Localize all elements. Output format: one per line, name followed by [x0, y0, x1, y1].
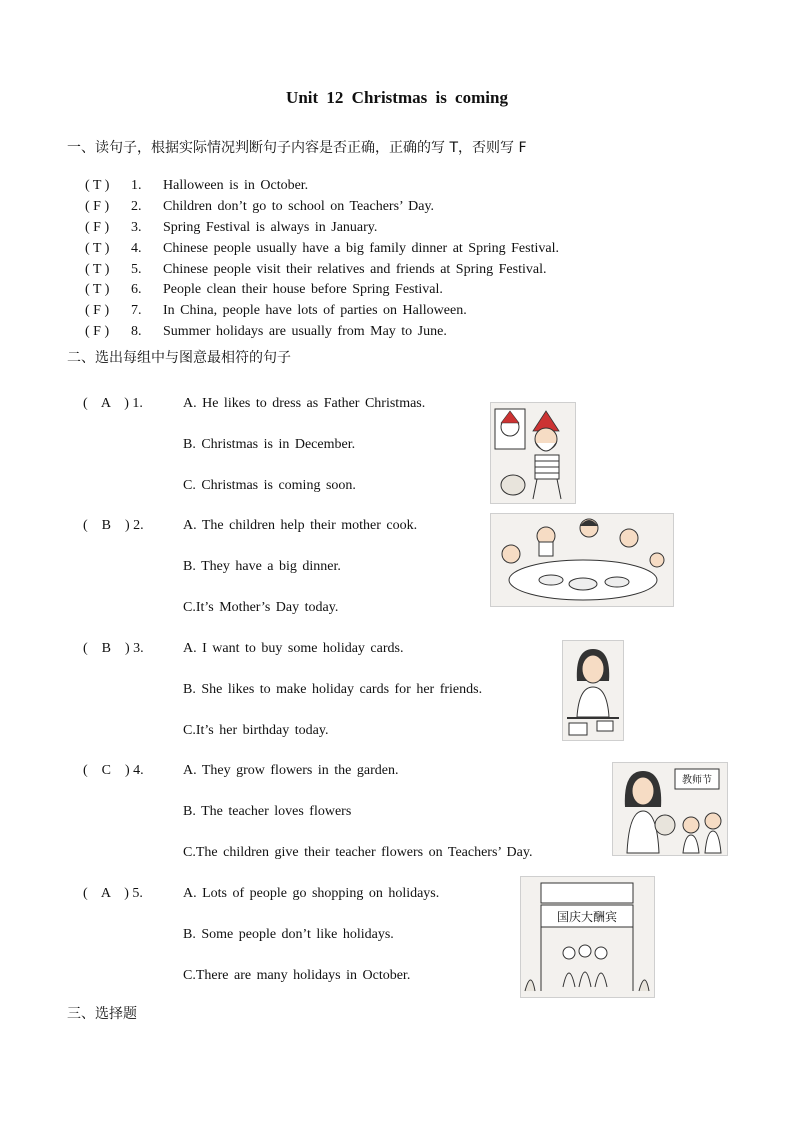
section2-heading: 二、选出每组中与图意最相符的句子 [67, 350, 291, 366]
family-dinner-picture [490, 513, 674, 607]
option-b: B. She likes to make holiday cards for her friends. [183, 681, 483, 697]
question-block [83, 383, 425, 506]
option-a: A. They grow flowers in the garden. [183, 762, 399, 778]
tf-item [85, 301, 559, 322]
tf-item [85, 176, 559, 197]
question-row [83, 505, 417, 546]
tf-answer: ( F ) [85, 219, 110, 235]
tf-item [85, 259, 559, 280]
option-b: B. The teacher loves flowers [183, 803, 352, 819]
question-block [83, 628, 482, 751]
question-row [83, 873, 439, 914]
option-a: A. Lots of people go shopping on holidays. [183, 885, 440, 901]
option-c: C.The children give their teacher flowers on Teachers’ Day. [183, 844, 533, 860]
answer-paren: ( B ) 3. [83, 640, 144, 656]
question-row [83, 546, 417, 587]
tf-answer: ( T ) [85, 178, 110, 194]
question-row [83, 791, 532, 832]
tf-sentence: People clean their house before Spring Festival. [163, 282, 443, 298]
section3-heading: 三、选择题 [67, 1006, 137, 1022]
tf-item [85, 280, 559, 301]
tf-number: 4. [131, 240, 142, 256]
father-christmas-picture [490, 402, 576, 504]
tf-number: 1. [131, 178, 142, 194]
tf-sentence: In China, people have lots of parties on Halloween. [163, 303, 467, 319]
tf-sentence: Halloween is in October. [163, 178, 309, 194]
tf-sentence: Spring Festival is always in January. [163, 219, 378, 235]
answer-paren: ( A ) 5. [83, 885, 143, 901]
question-row [83, 832, 532, 873]
tf-number: 3. [131, 219, 142, 235]
question-row [83, 750, 532, 791]
tf-answer: ( T ) [85, 240, 110, 256]
question-row [83, 669, 482, 710]
question-row [83, 914, 439, 955]
question-row [83, 465, 425, 506]
tf-answer: ( T ) [85, 282, 110, 298]
answer-paren: ( A ) 1. [83, 395, 143, 411]
option-c: C.It’s Mother’s Day today. [183, 599, 339, 615]
tf-sentence: Summer holidays are usually from May to June. [163, 323, 447, 339]
father-christmas-illustration [491, 403, 575, 503]
tf-sentence: Chinese people usually have a big family dinner at Spring Festival. [163, 240, 559, 256]
question-block [83, 505, 417, 628]
question-row [83, 710, 482, 751]
answer-paren: ( B ) 2. [83, 517, 144, 533]
option-b: B. Some people don’t like holidays. [183, 926, 394, 942]
question-row [83, 587, 417, 628]
option-b: B. They have a big dinner. [183, 558, 341, 574]
page-title: Unit 12 Christmas is coming [286, 88, 508, 107]
option-a: A. He likes to dress as Father Christmas. [183, 395, 426, 411]
teachers-day-picture [612, 762, 728, 856]
tf-answer: ( F ) [85, 303, 110, 319]
answer-paren: ( C ) 4. [83, 762, 144, 778]
question-block [83, 750, 532, 873]
option-b: B. Christmas is in December. [183, 436, 356, 452]
tf-item [85, 218, 559, 239]
shopping-picture [520, 876, 655, 998]
tf-item [85, 238, 559, 259]
girl-making-cards-illustration [563, 641, 623, 740]
sign-text: 教师节 [682, 775, 712, 786]
tf-sentence: Chinese people visit their relatives and friends at Spring Festival. [163, 261, 547, 277]
option-c: C.It’s her birthday today. [183, 722, 329, 738]
banner-text: 国庆大酬宾 [556, 910, 618, 924]
tf-number: 5. [131, 261, 142, 277]
question-row [83, 628, 482, 669]
option-a: A. The children help their mother cook. [183, 517, 418, 533]
shopping-illustration [521, 877, 654, 997]
girl-making-cards-picture [562, 640, 624, 741]
tf-sentence: Children don’t go to school on Teachers’ Day. [163, 199, 435, 215]
question-block [83, 873, 439, 996]
option-c: C. Christmas is coming soon. [183, 477, 356, 493]
option-a: A. I want to buy some holiday cards. [183, 640, 404, 656]
tf-list [85, 176, 559, 342]
tf-item [85, 322, 559, 343]
tf-number: 6. [131, 282, 142, 298]
tf-answer: ( F ) [85, 323, 110, 339]
family-dinner-illustration [491, 514, 673, 606]
tf-number: 2. [131, 199, 142, 215]
question-row [83, 383, 425, 424]
question-row [83, 424, 425, 465]
tf-number: 7. [131, 303, 142, 319]
tf-number: 8. [131, 323, 142, 339]
tf-answer: ( F ) [85, 199, 110, 215]
question-row [83, 955, 439, 996]
tf-item [85, 197, 559, 218]
teachers-day-illustration [613, 763, 727, 855]
section1-heading: 一、读句子，根据实际情况判断句子内容是否正确，正确的写 T，否则写 F [67, 140, 527, 156]
option-c: C.There are many holidays in October. [183, 967, 411, 983]
tf-answer: ( T ) [85, 261, 110, 277]
